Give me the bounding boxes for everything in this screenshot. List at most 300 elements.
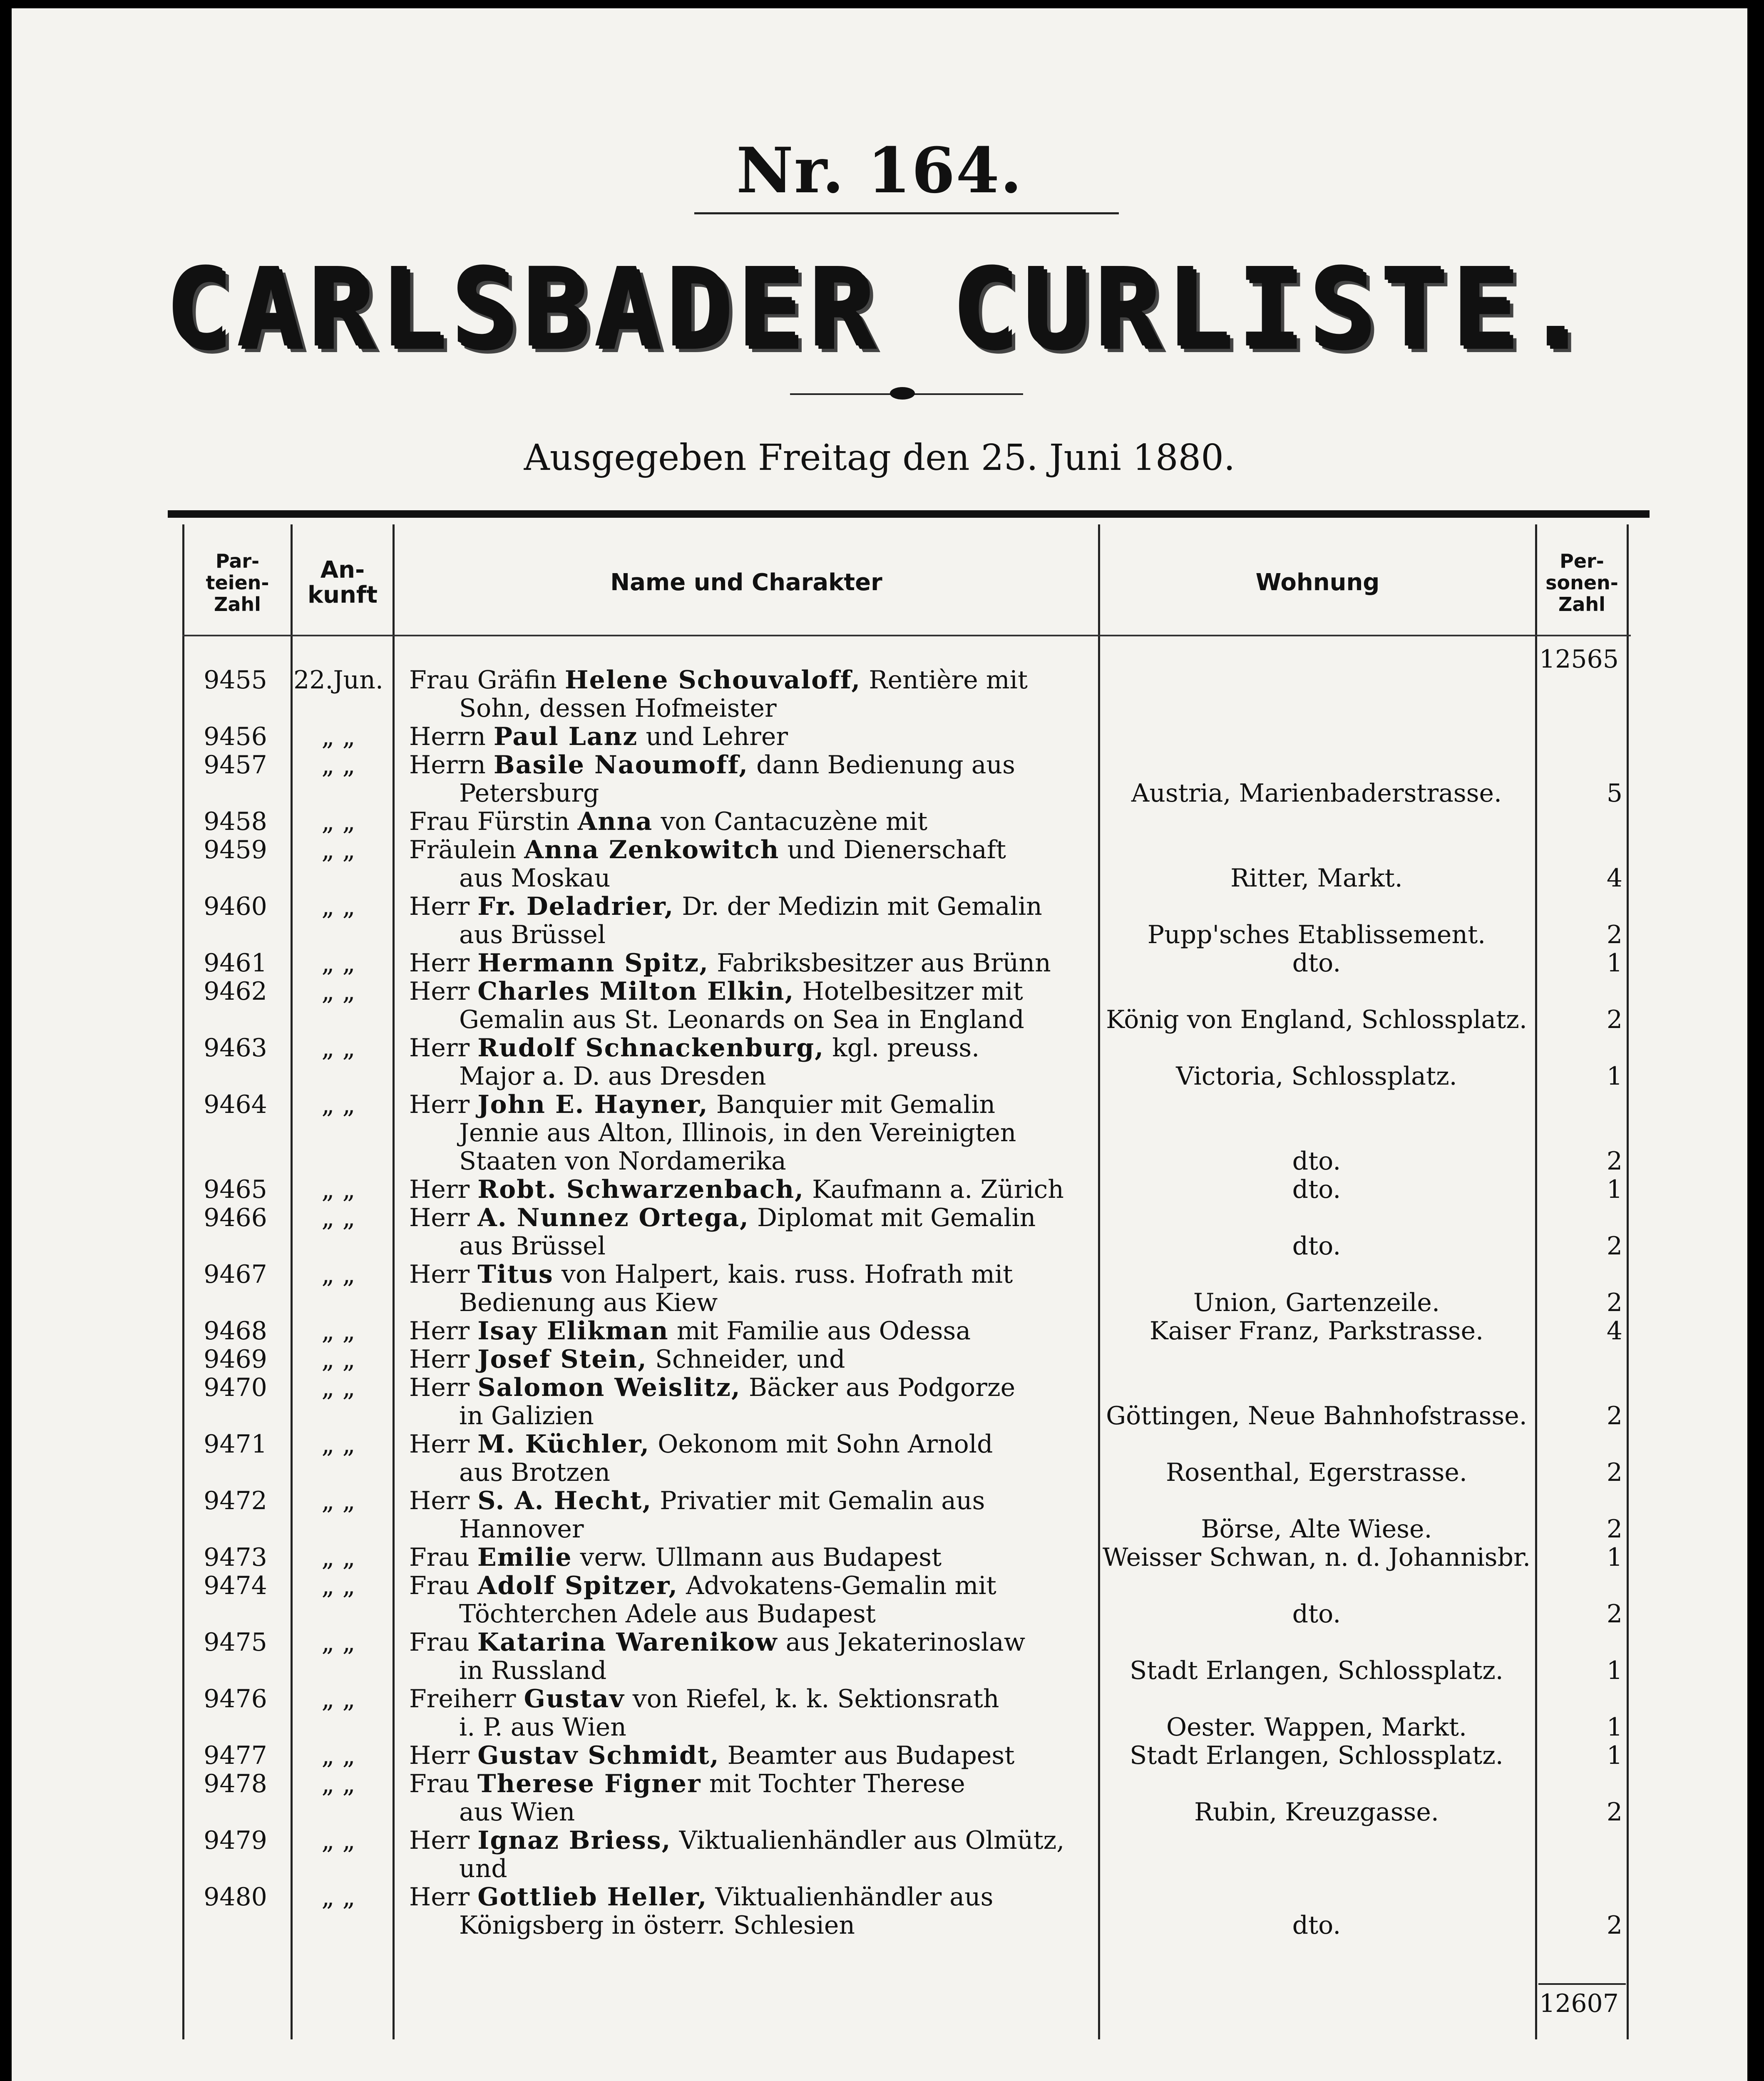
- entry-description: Rentière mit: [869, 666, 1028, 694]
- entry-line-1: [409, 1741, 1092, 1770]
- entry-number: 9466: [204, 1203, 267, 1232]
- entry-title: Fräulein: [409, 836, 517, 864]
- guest-entry: [182, 892, 1631, 949]
- entry-title: Herr: [409, 1034, 470, 1062]
- guest-entry: [182, 1685, 1631, 1741]
- entry-continuation-text: aus Brüssel: [459, 921, 606, 949]
- entry-continuation-text: Petersburg: [459, 779, 599, 807]
- entry-number: 9459: [204, 835, 267, 864]
- entry-line-1: [409, 1543, 1092, 1572]
- entry-guest-name: Isay Elikman: [477, 1317, 669, 1345]
- entry-number: 9461: [204, 949, 267, 978]
- entry-line-1: [409, 1175, 1092, 1204]
- entry-guest-name: S. A. Hecht,: [477, 1487, 652, 1515]
- entry-number: 9460: [204, 892, 267, 921]
- entry-continuation-text: Staaten von Nordamerika: [459, 1147, 786, 1175]
- entry-name-character: [409, 1628, 1092, 1685]
- header-parteien-zahl: Par- teien- Zahl: [206, 550, 269, 616]
- entry-title: Herr: [409, 1373, 470, 1402]
- entry-title: Herr: [409, 949, 470, 977]
- entry-number: 9468: [204, 1316, 267, 1346]
- entry-arrival: „ „: [321, 722, 355, 751]
- entry-name-character: [409, 836, 1092, 892]
- entry-arrival: „ „: [321, 1260, 355, 1289]
- entry-number: 9467: [204, 1260, 267, 1289]
- entry-guest-name: Emilie: [477, 1543, 572, 1572]
- entry-name-character: [409, 723, 1092, 751]
- guest-entry: [182, 807, 1631, 836]
- guest-entry: [182, 949, 1631, 977]
- guest-table: [182, 524, 1631, 2039]
- entry-title: Herr: [409, 1345, 470, 1373]
- entry-number: 9474: [204, 1571, 267, 1600]
- entry-arrival: „ „: [321, 1543, 355, 1572]
- guest-entry: [182, 751, 1631, 807]
- entry-arrival: „ „: [321, 1090, 355, 1119]
- entry-guest-name: Salomon Weislitz,: [477, 1373, 741, 1402]
- guest-entry: [182, 1260, 1631, 1317]
- entry-name-character: [409, 977, 1092, 1034]
- guest-entry: [182, 1487, 1631, 1543]
- entry-line-1: [409, 1685, 1092, 1713]
- entry-line-1: [409, 1487, 1092, 1515]
- entry-line-1: [409, 836, 1092, 864]
- entry-person-count: 2: [1606, 1599, 1622, 1629]
- entry-number: 9458: [204, 807, 267, 836]
- entry-arrival: „ „: [321, 1345, 355, 1374]
- entry-person-count: 2: [1606, 1458, 1622, 1487]
- entry-arrival: „ „: [321, 1684, 355, 1713]
- entry-name-character: [409, 751, 1092, 807]
- entry-continuation-line: [409, 864, 1092, 892]
- entry-residence: dto.: [1292, 1147, 1341, 1176]
- entry-arrival: „ „: [321, 1203, 355, 1232]
- issue-number: Nr. 164.: [736, 134, 1023, 207]
- entry-continuation-text: aus Brotzen: [459, 1458, 611, 1487]
- guest-entry: [182, 977, 1631, 1034]
- entry-guest-name: Ignaz Briess,: [477, 1826, 671, 1855]
- ornament-dot: [890, 387, 915, 400]
- entry-residence: Rosenthal, Egerstrasse.: [1165, 1458, 1467, 1487]
- entry-number: 9479: [204, 1826, 267, 1855]
- entry-title: Herr: [409, 1487, 470, 1515]
- entry-continuation-line: [409, 1713, 1092, 1741]
- entry-continuation-text: Sohn, dessen Hofmeister: [459, 694, 777, 723]
- entry-number: 9462: [204, 977, 267, 1006]
- entry-person-count: 2: [1606, 1911, 1622, 1940]
- entry-guest-name: Basile Naoumoff,: [493, 751, 748, 779]
- entry-name-character: [409, 892, 1092, 949]
- entry-residence: Ritter, Markt.: [1230, 864, 1403, 893]
- entry-description: und Lehrer: [646, 723, 788, 751]
- entry-description: Kaufmann a. Zürich: [812, 1175, 1064, 1204]
- table-top-rule: [168, 510, 1650, 518]
- guest-entry: [182, 1317, 1631, 1345]
- entry-number: 9469: [204, 1345, 267, 1374]
- entry-title: Herr: [409, 1204, 470, 1232]
- entry-continuation-line: [409, 779, 1092, 807]
- entry-title: Frau Fürstin: [409, 807, 570, 836]
- entry-name-character: [409, 1572, 1092, 1628]
- entry-description: Oekonom mit Sohn Arnold: [658, 1430, 993, 1458]
- entry-line-1: [409, 807, 1092, 836]
- entry-name-character: [409, 1175, 1092, 1204]
- entry-line-1: [409, 1204, 1092, 1232]
- entry-description: Schneider, und: [655, 1345, 845, 1373]
- entry-person-count: 1: [1606, 1713, 1622, 1742]
- entry-line-1: [409, 977, 1092, 1006]
- entry-arrival: „ „: [321, 1430, 355, 1459]
- entry-title: Herr: [409, 1090, 470, 1119]
- entry-person-count: 4: [1606, 864, 1622, 893]
- masthead-title: CARLSBADER CURLISTE.: [164, 244, 1595, 371]
- entry-number: 9478: [204, 1769, 267, 1798]
- entry-guest-name: Anna: [577, 807, 653, 836]
- entry-description: dann Bedienung aus: [756, 751, 1015, 779]
- entry-person-count: 1: [1606, 1741, 1622, 1770]
- guest-entry: [182, 1628, 1631, 1685]
- entry-list: [182, 666, 1631, 1939]
- guest-entry: [182, 1883, 1631, 1939]
- entry-guest-name: Therese Figner: [477, 1770, 701, 1798]
- entry-line-1: [409, 1260, 1092, 1289]
- entry-continuation-line: [409, 1289, 1092, 1317]
- issue-rule: [694, 212, 1119, 214]
- entry-description: Dr. der Medizin mit Gemalin: [682, 892, 1042, 921]
- entry-number: 9480: [204, 1882, 267, 1912]
- entry-number: 9457: [204, 750, 267, 780]
- entry-continuation-line: [409, 1147, 1092, 1175]
- entry-name-character: [409, 1430, 1092, 1487]
- entry-line-1: [409, 723, 1092, 751]
- entry-description: Fabriksbesitzer aus Brünn: [717, 949, 1051, 977]
- header-rule: [182, 635, 1631, 636]
- entry-line-1: [409, 1345, 1092, 1373]
- entry-description: Bäcker aus Podgorze: [748, 1373, 1016, 1402]
- entry-arrival: „ „: [321, 1769, 355, 1798]
- entry-guest-name: Katarina Warenikow: [477, 1628, 778, 1656]
- entry-continuation-line: [409, 1119, 1092, 1147]
- entry-arrival: „ „: [321, 949, 355, 978]
- entry-guest-name: John E. Hayner,: [477, 1090, 708, 1119]
- entry-name-character: [409, 1685, 1092, 1741]
- entry-residence: Börse, Alte Wiese.: [1201, 1515, 1432, 1544]
- entry-residence: Rubin, Kreuzgasse.: [1194, 1798, 1439, 1827]
- header-name-und-charakter: Name und Charakter: [610, 569, 882, 596]
- entry-title: Herrn: [409, 723, 486, 751]
- entry-guest-name: Anna Zenkowitch: [524, 836, 780, 864]
- entry-description: Advokatens-Gemalin mit: [686, 1572, 996, 1600]
- entry-line-1: [409, 1317, 1092, 1345]
- entry-continuation-text: und: [459, 1855, 507, 1883]
- entry-continuation-text: Töchterchen Adele aus Budapest: [459, 1600, 876, 1628]
- entry-guest-name: Robt. Schwarzenbach,: [477, 1175, 804, 1204]
- guest-entry: [182, 1430, 1631, 1487]
- entry-residence: Kaiser Franz, Parkstrasse.: [1149, 1316, 1484, 1346]
- entry-person-count: 2: [1606, 1288, 1622, 1317]
- entry-title: Frau Gräfin: [409, 666, 557, 694]
- entry-continuation-text: Gemalin aus St. Leonards on Sea in England: [459, 1006, 1024, 1034]
- entry-name-character: [409, 1487, 1092, 1543]
- entry-residence: dto.: [1292, 1599, 1341, 1629]
- guest-entry: [182, 1090, 1631, 1175]
- entry-title: Herr: [409, 1826, 470, 1855]
- entry-description: Hotelbesitzer mit: [802, 977, 1023, 1006]
- entry-continuation-line: [409, 1232, 1092, 1260]
- entry-line-1: [409, 892, 1092, 921]
- entry-arrival: „ „: [321, 892, 355, 921]
- entry-continuation-text: Hannover: [459, 1515, 584, 1543]
- entry-continuation-line: [409, 1515, 1092, 1543]
- entry-continuation-text: Jennie aus Alton, Illinois, in den Vereinigten: [459, 1119, 1016, 1147]
- entry-continuation-line: [409, 1600, 1092, 1628]
- entry-continuation-line: [409, 1006, 1092, 1034]
- entry-arrival: „ „: [321, 1033, 355, 1063]
- entry-description: Viktualienhändler aus: [715, 1883, 994, 1911]
- header-personen-zahl: Per- sonen- Zahl: [1545, 550, 1618, 616]
- entry-name-character: [409, 807, 1092, 836]
- entry-title: Herr: [409, 1741, 470, 1770]
- header-ankunft: An- kunft: [307, 556, 378, 608]
- entry-name-character: [409, 666, 1092, 723]
- entry-arrival: „ „: [321, 1826, 355, 1855]
- entry-residence: Stadt Erlangen, Schlossplatz.: [1130, 1656, 1503, 1685]
- entry-continuation-line: [409, 1402, 1092, 1430]
- entry-arrival: „ „: [321, 1571, 355, 1600]
- entry-continuation-line: [409, 1855, 1092, 1883]
- entry-arrival: „ „: [321, 1741, 355, 1770]
- entry-arrival: „ „: [321, 977, 355, 1006]
- entry-line-1: [409, 1883, 1092, 1911]
- entry-guest-name: Charles Milton Elkin,: [477, 977, 795, 1006]
- entry-residence: Austria, Marienbaderstrasse.: [1131, 779, 1502, 808]
- entry-continuation-line: [409, 1911, 1092, 1939]
- entry-description: verw. Ullmann aus Budapest: [580, 1543, 942, 1572]
- entry-person-count: 1: [1606, 949, 1622, 978]
- entry-name-character: [409, 1090, 1092, 1175]
- entry-guest-name: Gustav Schmidt,: [477, 1741, 720, 1770]
- header-wohnung: Wohnung: [1255, 569, 1380, 596]
- entry-number: 9470: [204, 1373, 267, 1402]
- entry-number: 9464: [204, 1090, 267, 1119]
- entry-title: Frau: [409, 1543, 470, 1572]
- entry-person-count: 1: [1606, 1175, 1622, 1204]
- entry-line-1: [409, 751, 1092, 779]
- guest-entry: [182, 666, 1631, 723]
- entry-line-1: [409, 1373, 1092, 1402]
- entry-arrival: 22.Jun.: [293, 666, 383, 695]
- issue-date-line: Ausgegeben Freitag den 25. Juni 1880.: [524, 437, 1235, 479]
- entry-person-count: 1: [1606, 1656, 1622, 1685]
- entry-description: mit Familie aus Odessa: [676, 1317, 971, 1345]
- entry-title: Herr: [409, 1260, 470, 1289]
- entry-number: 9476: [204, 1684, 267, 1713]
- entry-title: Frau: [409, 1770, 470, 1798]
- guest-entry: [182, 1826, 1631, 1883]
- entry-residence: Weisser Schwan, n. d. Johannisbr.: [1102, 1543, 1531, 1572]
- entry-description: kgl. preuss.: [832, 1034, 980, 1062]
- entry-guest-name: Titus: [477, 1260, 554, 1289]
- curliste-page: [12, 8, 1747, 2081]
- entry-description: Banquier mit Gemalin: [716, 1090, 996, 1119]
- entry-residence: Oester. Wappen, Markt.: [1166, 1713, 1467, 1742]
- entry-number: 9471: [204, 1430, 267, 1459]
- entry-residence: Pupp'sches Etablissement.: [1147, 920, 1486, 949]
- guest-entry: [182, 1373, 1631, 1430]
- entry-person-count: 1: [1606, 1543, 1622, 1572]
- entry-name-character: [409, 1770, 1092, 1826]
- entry-continuation-line: [409, 1656, 1092, 1685]
- entry-person-count: 2: [1606, 1005, 1622, 1034]
- guest-entry: [182, 1204, 1631, 1260]
- guest-entry: [182, 836, 1631, 892]
- entry-guest-name: Hermann Spitz,: [477, 949, 709, 977]
- entry-guest-name: Adolf Spitzer,: [477, 1572, 678, 1600]
- entry-continuation-line: [409, 1062, 1092, 1090]
- entry-person-count: 5: [1606, 779, 1622, 808]
- entry-continuation-text: aus Brüssel: [459, 1232, 606, 1260]
- carried-total: 12565: [1539, 645, 1619, 674]
- entry-description: von Riefel, k. k. Sektionsrath: [632, 1685, 999, 1713]
- entry-person-count: 2: [1606, 920, 1622, 949]
- entry-title: Frau: [409, 1572, 470, 1600]
- entry-number: 9475: [204, 1628, 267, 1657]
- entry-number: 9465: [204, 1175, 267, 1204]
- entry-residence: König von England, Schlossplatz.: [1106, 1005, 1527, 1034]
- entry-continuation-text: Major a. D. aus Dresden: [459, 1062, 766, 1090]
- guest-entry: [182, 1543, 1631, 1572]
- entry-person-count: 2: [1606, 1798, 1622, 1827]
- entry-description: Diplomat mit Gemalin: [757, 1204, 1036, 1232]
- entry-arrival: „ „: [321, 1373, 355, 1402]
- entry-continuation-text: Bedienung aus Kiew: [459, 1289, 718, 1317]
- guest-entry: [182, 1572, 1631, 1628]
- entry-continuation-text: Königsberg in österr. Schlesien: [459, 1911, 855, 1939]
- entry-residence: dto.: [1292, 949, 1341, 978]
- entry-arrival: „ „: [321, 807, 355, 836]
- guest-entry: [182, 1770, 1631, 1826]
- entry-description: mit Tochter Therese: [709, 1770, 965, 1798]
- guest-entry: [182, 723, 1631, 751]
- final-total: 12607: [1539, 1989, 1619, 2018]
- entry-arrival: „ „: [321, 1882, 355, 1912]
- entry-guest-name: A. Nunnez Ortega,: [477, 1204, 749, 1232]
- entry-title: Herr: [409, 977, 470, 1006]
- entry-number: 9456: [204, 722, 267, 751]
- entry-description: Viktualienhändler aus Olmütz,: [679, 1826, 1065, 1855]
- entry-line-1: [409, 1034, 1092, 1062]
- entry-name-character: [409, 1345, 1092, 1373]
- entry-line-1: [409, 1090, 1092, 1119]
- entry-guest-name: Helene Schouvaloff,: [564, 666, 861, 694]
- entry-name-character: [409, 1204, 1092, 1260]
- entry-residence: Victoria, Schlossplatz.: [1176, 1062, 1457, 1091]
- entry-number: 9477: [204, 1741, 267, 1770]
- guest-entry: [182, 1345, 1631, 1373]
- entry-number: 9473: [204, 1543, 267, 1572]
- entry-arrival: „ „: [321, 835, 355, 864]
- entry-name-character: [409, 1883, 1092, 1939]
- entry-line-1: [409, 949, 1092, 977]
- entry-name-character: [409, 1826, 1092, 1883]
- entry-description: Privatier mit Gemalin aus: [660, 1487, 985, 1515]
- guest-entry: [182, 1741, 1631, 1770]
- entry-person-count: 2: [1606, 1401, 1622, 1430]
- entry-name-character: [409, 1317, 1092, 1345]
- entry-person-count: 4: [1606, 1316, 1622, 1346]
- entry-name-character: [409, 949, 1092, 977]
- entry-number: 9455: [204, 666, 267, 695]
- guest-entry: [182, 1175, 1631, 1204]
- entry-title: Herr: [409, 892, 470, 921]
- entry-person-count: 1: [1606, 1062, 1622, 1091]
- entry-name-character: [409, 1260, 1092, 1317]
- entry-continuation-text: aus Wien: [459, 1798, 575, 1826]
- entry-title: Herr: [409, 1883, 470, 1911]
- guest-entry: [182, 1034, 1631, 1090]
- entry-title: Herr: [409, 1175, 470, 1204]
- entry-continuation-text: in Galizien: [459, 1402, 594, 1430]
- entry-name-character: [409, 1543, 1092, 1572]
- entry-title: Herrn: [409, 751, 486, 779]
- entry-continuation-line: [409, 694, 1092, 723]
- entry-guest-name: Josef Stein,: [477, 1345, 647, 1373]
- entry-name-character: [409, 1034, 1092, 1090]
- entry-description: aus Jekaterinoslaw: [785, 1628, 1026, 1656]
- entry-guest-name: Gottlieb Heller,: [477, 1883, 708, 1911]
- entry-continuation-line: [409, 921, 1092, 949]
- entry-continuation-text: i. P. aus Wien: [459, 1713, 626, 1741]
- entry-residence: dto.: [1292, 1175, 1341, 1204]
- entry-line-1: [409, 1826, 1092, 1855]
- entry-title: Herr: [409, 1430, 470, 1458]
- entry-residence: dto.: [1292, 1232, 1341, 1261]
- entry-arrival: „ „: [321, 1316, 355, 1346]
- entry-description: von Halpert, kais. russ. Hofrath mit: [561, 1260, 1013, 1289]
- entry-guest-name: Gustav: [524, 1685, 625, 1713]
- entry-person-count: 2: [1606, 1515, 1622, 1544]
- entry-continuation-text: aus Moskau: [459, 864, 611, 892]
- entry-residence: Stadt Erlangen, Schlossplatz.: [1130, 1741, 1503, 1770]
- entry-title: Herr: [409, 1317, 470, 1345]
- entry-line-1: [409, 1770, 1092, 1798]
- entry-arrival: „ „: [321, 750, 355, 780]
- entry-arrival: „ „: [321, 1628, 355, 1657]
- entry-description: von Cantacuzène mit: [661, 807, 928, 836]
- entry-line-1: [409, 1628, 1092, 1656]
- total-rule: [1538, 1983, 1626, 1985]
- entry-guest-name: Paul Lanz: [493, 723, 638, 751]
- entry-continuation-text: in Russland: [459, 1656, 607, 1685]
- entry-guest-name: M. Küchler,: [477, 1430, 650, 1458]
- entry-name-character: [409, 1741, 1092, 1770]
- entry-person-count: 2: [1606, 1147, 1622, 1176]
- entry-arrival: „ „: [321, 1486, 355, 1515]
- entry-line-1: [409, 1572, 1092, 1600]
- entry-arrival: „ „: [321, 1175, 355, 1204]
- entry-line-1: [409, 666, 1092, 694]
- entry-title: Freiherr: [409, 1685, 516, 1713]
- entry-description: Beamter aus Budapest: [727, 1741, 1015, 1770]
- entry-residence: Union, Gartenzeile.: [1193, 1288, 1440, 1317]
- entry-number: 9463: [204, 1033, 267, 1063]
- entry-continuation-line: [409, 1458, 1092, 1487]
- entry-title: Frau: [409, 1628, 470, 1656]
- entry-continuation-line: [409, 1798, 1092, 1826]
- entry-person-count: 2: [1606, 1232, 1622, 1261]
- entry-name-character: [409, 1373, 1092, 1430]
- entry-guest-name: Fr. Deladrier,: [477, 892, 674, 921]
